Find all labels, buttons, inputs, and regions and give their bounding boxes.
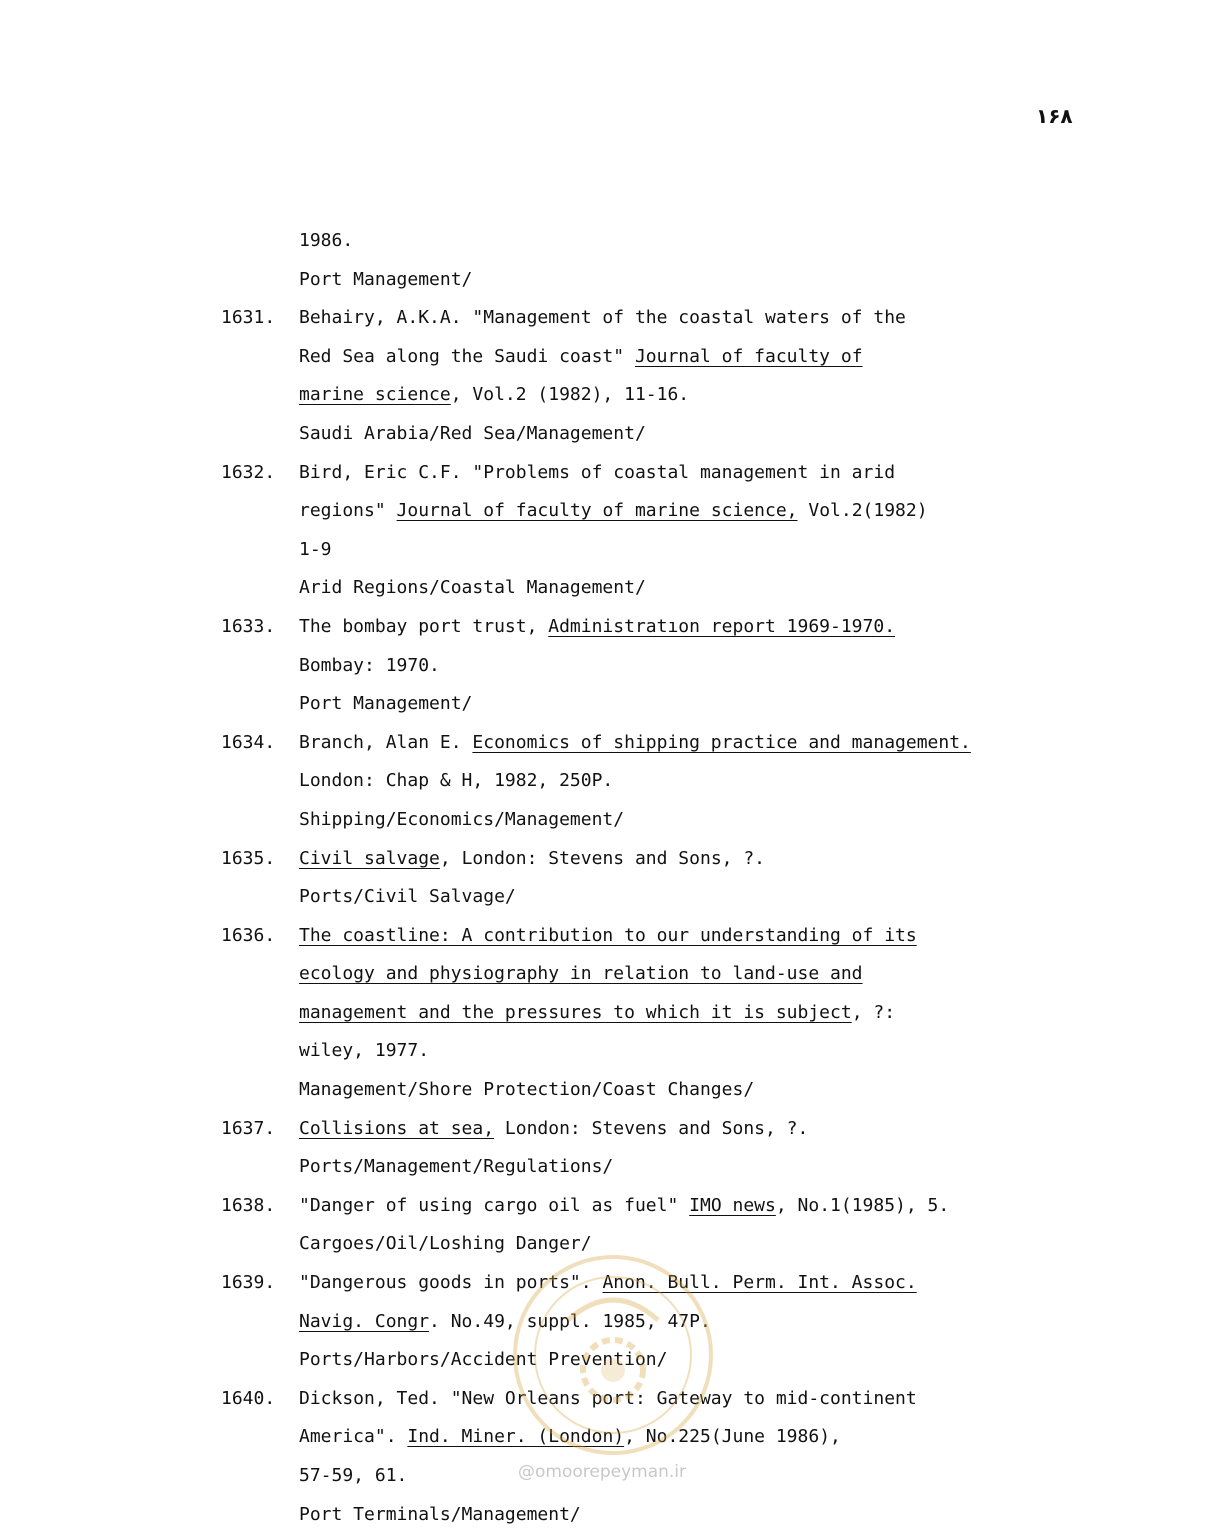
entry-keywords: Ports/Harbors/Accident Prevention/ [299, 1349, 668, 1371]
list-item-line [0, 222, 1228, 261]
list-item-line [0, 338, 1228, 377]
watermark-text: @omoorepeyman.ir [518, 1462, 687, 1482]
entry-text: 57-59, 61. [299, 1465, 408, 1486]
entry-text: London: Chap & H, 1982, 250P. [299, 770, 614, 792]
entry-number: 1639. [221, 1272, 276, 1294]
entry-keywords: Shipping/Economics/Management/ [299, 808, 625, 830]
entry-book-title: Collisions at sea, [299, 1117, 495, 1139]
list-item-line [0, 647, 1228, 686]
entry-journal-title: Anon. Bull. Perm. Int. Assoc. [602, 1272, 917, 1294]
list-item-line [0, 1303, 1228, 1342]
list-item-line [0, 1341, 1228, 1380]
list-item-line [0, 955, 1228, 994]
list-item-line [0, 1380, 1228, 1419]
entry-text: Dickson, Ted. "New Orleans port: Gateway to mid-continent [299, 1387, 917, 1409]
list-item-line [0, 801, 1228, 840]
entry-journal-title: Journal of faculty of [634, 345, 863, 367]
entry-text: Vol.2(1982) [797, 500, 928, 522]
bibliography-list [0, 222, 1228, 1534]
list-item-line [0, 1264, 1228, 1303]
entry-journal-title: IMO news [689, 1194, 776, 1216]
entry-keywords: Saudi Arabia/Red Sea/Management/ [299, 422, 646, 444]
entry-text: Behairy, A.K.A. "Management of the coastal waters of the [299, 307, 906, 329]
entry-keywords: Cargoes/Oil/Loshing Danger/ [299, 1233, 592, 1255]
entry-number: 1636. [221, 924, 276, 946]
entry-text: , Vol.2 (1982), 11-16. [450, 384, 690, 406]
entry-text: regions" [299, 500, 397, 522]
list-item-line [0, 878, 1228, 917]
entry-keywords: Management/Shore Protection/Coast Changes/ [299, 1079, 755, 1101]
entry-text: The bombay port trust, [299, 615, 549, 637]
entry-keywords: Arid Regions/Coastal Management/ [299, 577, 646, 599]
entry-journal-title: Journal of faculty of marine science, [396, 500, 798, 522]
entry-number: 1637. [221, 1117, 276, 1139]
entry-keywords: Ports/Civil Salvage/ [299, 886, 516, 908]
entry-keywords: Ports/Management/Regulations/ [299, 1156, 614, 1178]
page-number: ۱۶۸ [1036, 104, 1073, 128]
entry-book-title: Civil salvage [299, 847, 440, 869]
entry-number: 1638. [221, 1194, 276, 1216]
entry-text: , No.1(1985), 5. [775, 1194, 950, 1216]
list-item-line [0, 299, 1228, 338]
entry-number: 1635. [221, 847, 276, 869]
list-item-line [0, 724, 1228, 763]
entry-text: America". [299, 1426, 408, 1448]
entry-text: 1986. [299, 230, 354, 251]
list-item-line [0, 415, 1228, 454]
list-item-line [0, 1148, 1228, 1187]
entry-text: "Danger of using cargo oil as fuel" [299, 1194, 690, 1216]
entry-keywords: Port Management/ [299, 693, 473, 715]
entry-journal-title: marine science [299, 384, 451, 406]
entry-text: London: Stevens and Sons, ?. [494, 1117, 809, 1139]
entry-text: . No.49, suppl. 1985, 47P. [429, 1310, 711, 1332]
entry-book-title: The coastline: A contribution to our understanding of its [299, 924, 917, 946]
list-item-line [0, 1032, 1228, 1071]
list-item-line [0, 531, 1228, 570]
entry-text: Bird, Eric C.F. "Problems of coastal management in arid [299, 461, 896, 483]
list-item-line [0, 1418, 1228, 1457]
entry-text: wiley, 1977. [299, 1040, 430, 1062]
list-item-line [0, 840, 1228, 879]
list-item-line [0, 492, 1228, 531]
entry-book-title: ecology and physiography in relation to land-use and [299, 963, 863, 985]
list-item-line [0, 608, 1228, 647]
entry-number: 1633. [221, 615, 276, 637]
entry-keywords: Port Terminals/Management/ [299, 1503, 581, 1525]
entry-journal-title: Navig. Congr [299, 1310, 430, 1332]
entry-book-title: Administratıon report 1969-1970. [548, 615, 896, 637]
entry-text: , London: Stevens and Sons, ?. [439, 847, 765, 869]
list-item-line [0, 569, 1228, 608]
list-item-line [0, 1225, 1228, 1264]
entry-text: , No.225(June 1986), [624, 1426, 841, 1448]
entry-book-title: management and the pressures to which it is subject [299, 1001, 852, 1023]
list-item-line [0, 1071, 1228, 1110]
entry-text: 1-9 [299, 538, 332, 560]
list-item-line [0, 376, 1228, 415]
list-item-line [0, 1187, 1228, 1226]
entry-number: 1632. [221, 461, 276, 483]
entry-number: 1631. [221, 307, 276, 329]
entry-text: Red Sea along the Saudi coast" [299, 345, 635, 367]
entry-text: Bombay: 1970. [299, 654, 440, 676]
list-item-line [0, 261, 1228, 300]
list-item-line [0, 994, 1228, 1033]
list-item-line [0, 454, 1228, 493]
entry-text: "Dangerous goods in ports". [299, 1272, 603, 1294]
entry-keywords: Port Management/ [299, 268, 473, 290]
list-item-line [0, 1110, 1228, 1149]
entry-number: 1640. [221, 1387, 276, 1409]
entry-journal-title: Ind. Miner. (London) [407, 1426, 625, 1448]
entry-number: 1634. [221, 731, 276, 753]
list-item-line [0, 685, 1228, 724]
list-item-line [0, 917, 1228, 956]
entry-text: , ?: [851, 1001, 896, 1023]
entry-book-title: Economics of shipping practice and management. [472, 731, 971, 753]
list-item-line [0, 762, 1228, 801]
entry-text: Branch, Alan E. [299, 731, 473, 753]
list-item-line [0, 1496, 1228, 1534]
